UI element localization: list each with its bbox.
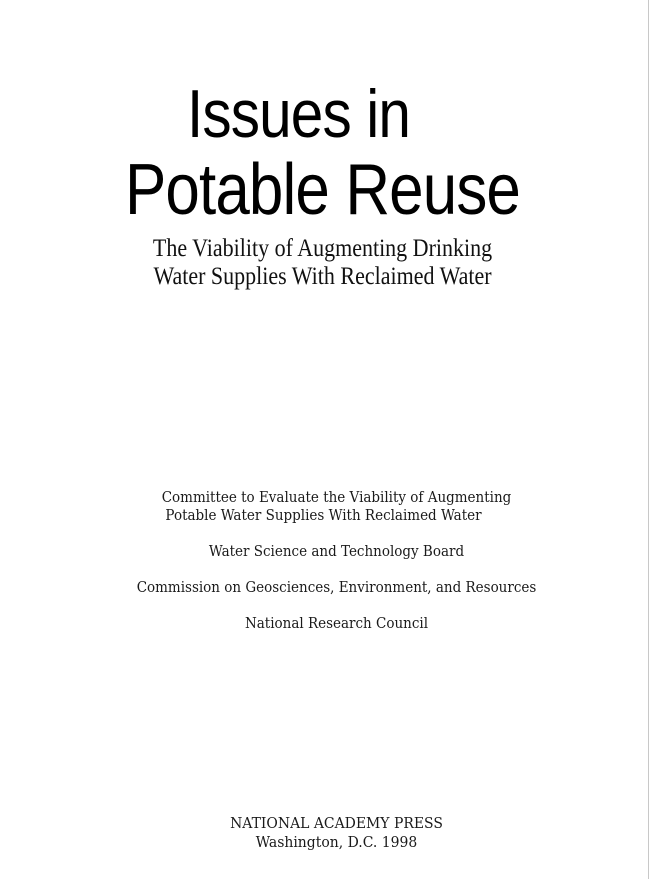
title-line-1: Issues in <box>186 76 411 152</box>
subtitle-line-2: Water Supplies With Reclaimed Water <box>153 263 492 290</box>
publication-place-date: Washington, D.C. 1998 <box>255 833 418 851</box>
committee-name-line-1: Committee to Evaluate the Viability of Augmenting <box>161 490 512 506</box>
board-name: Water Science and Technology Board <box>208 544 465 560</box>
commission-name: Commission on Geosciences, Environment, and Resources <box>136 580 537 596</box>
subtitle-line-1: The Viability of Augmenting Drinking <box>152 235 493 262</box>
publisher-name: NATIONAL ACADEMY PRESS <box>230 814 443 832</box>
committee-name-line-2: Potable Water Supplies With Reclaimed Water <box>165 508 482 524</box>
title-line-2: Potable Reuse <box>124 150 521 230</box>
council-name: National Research Council <box>244 616 429 632</box>
